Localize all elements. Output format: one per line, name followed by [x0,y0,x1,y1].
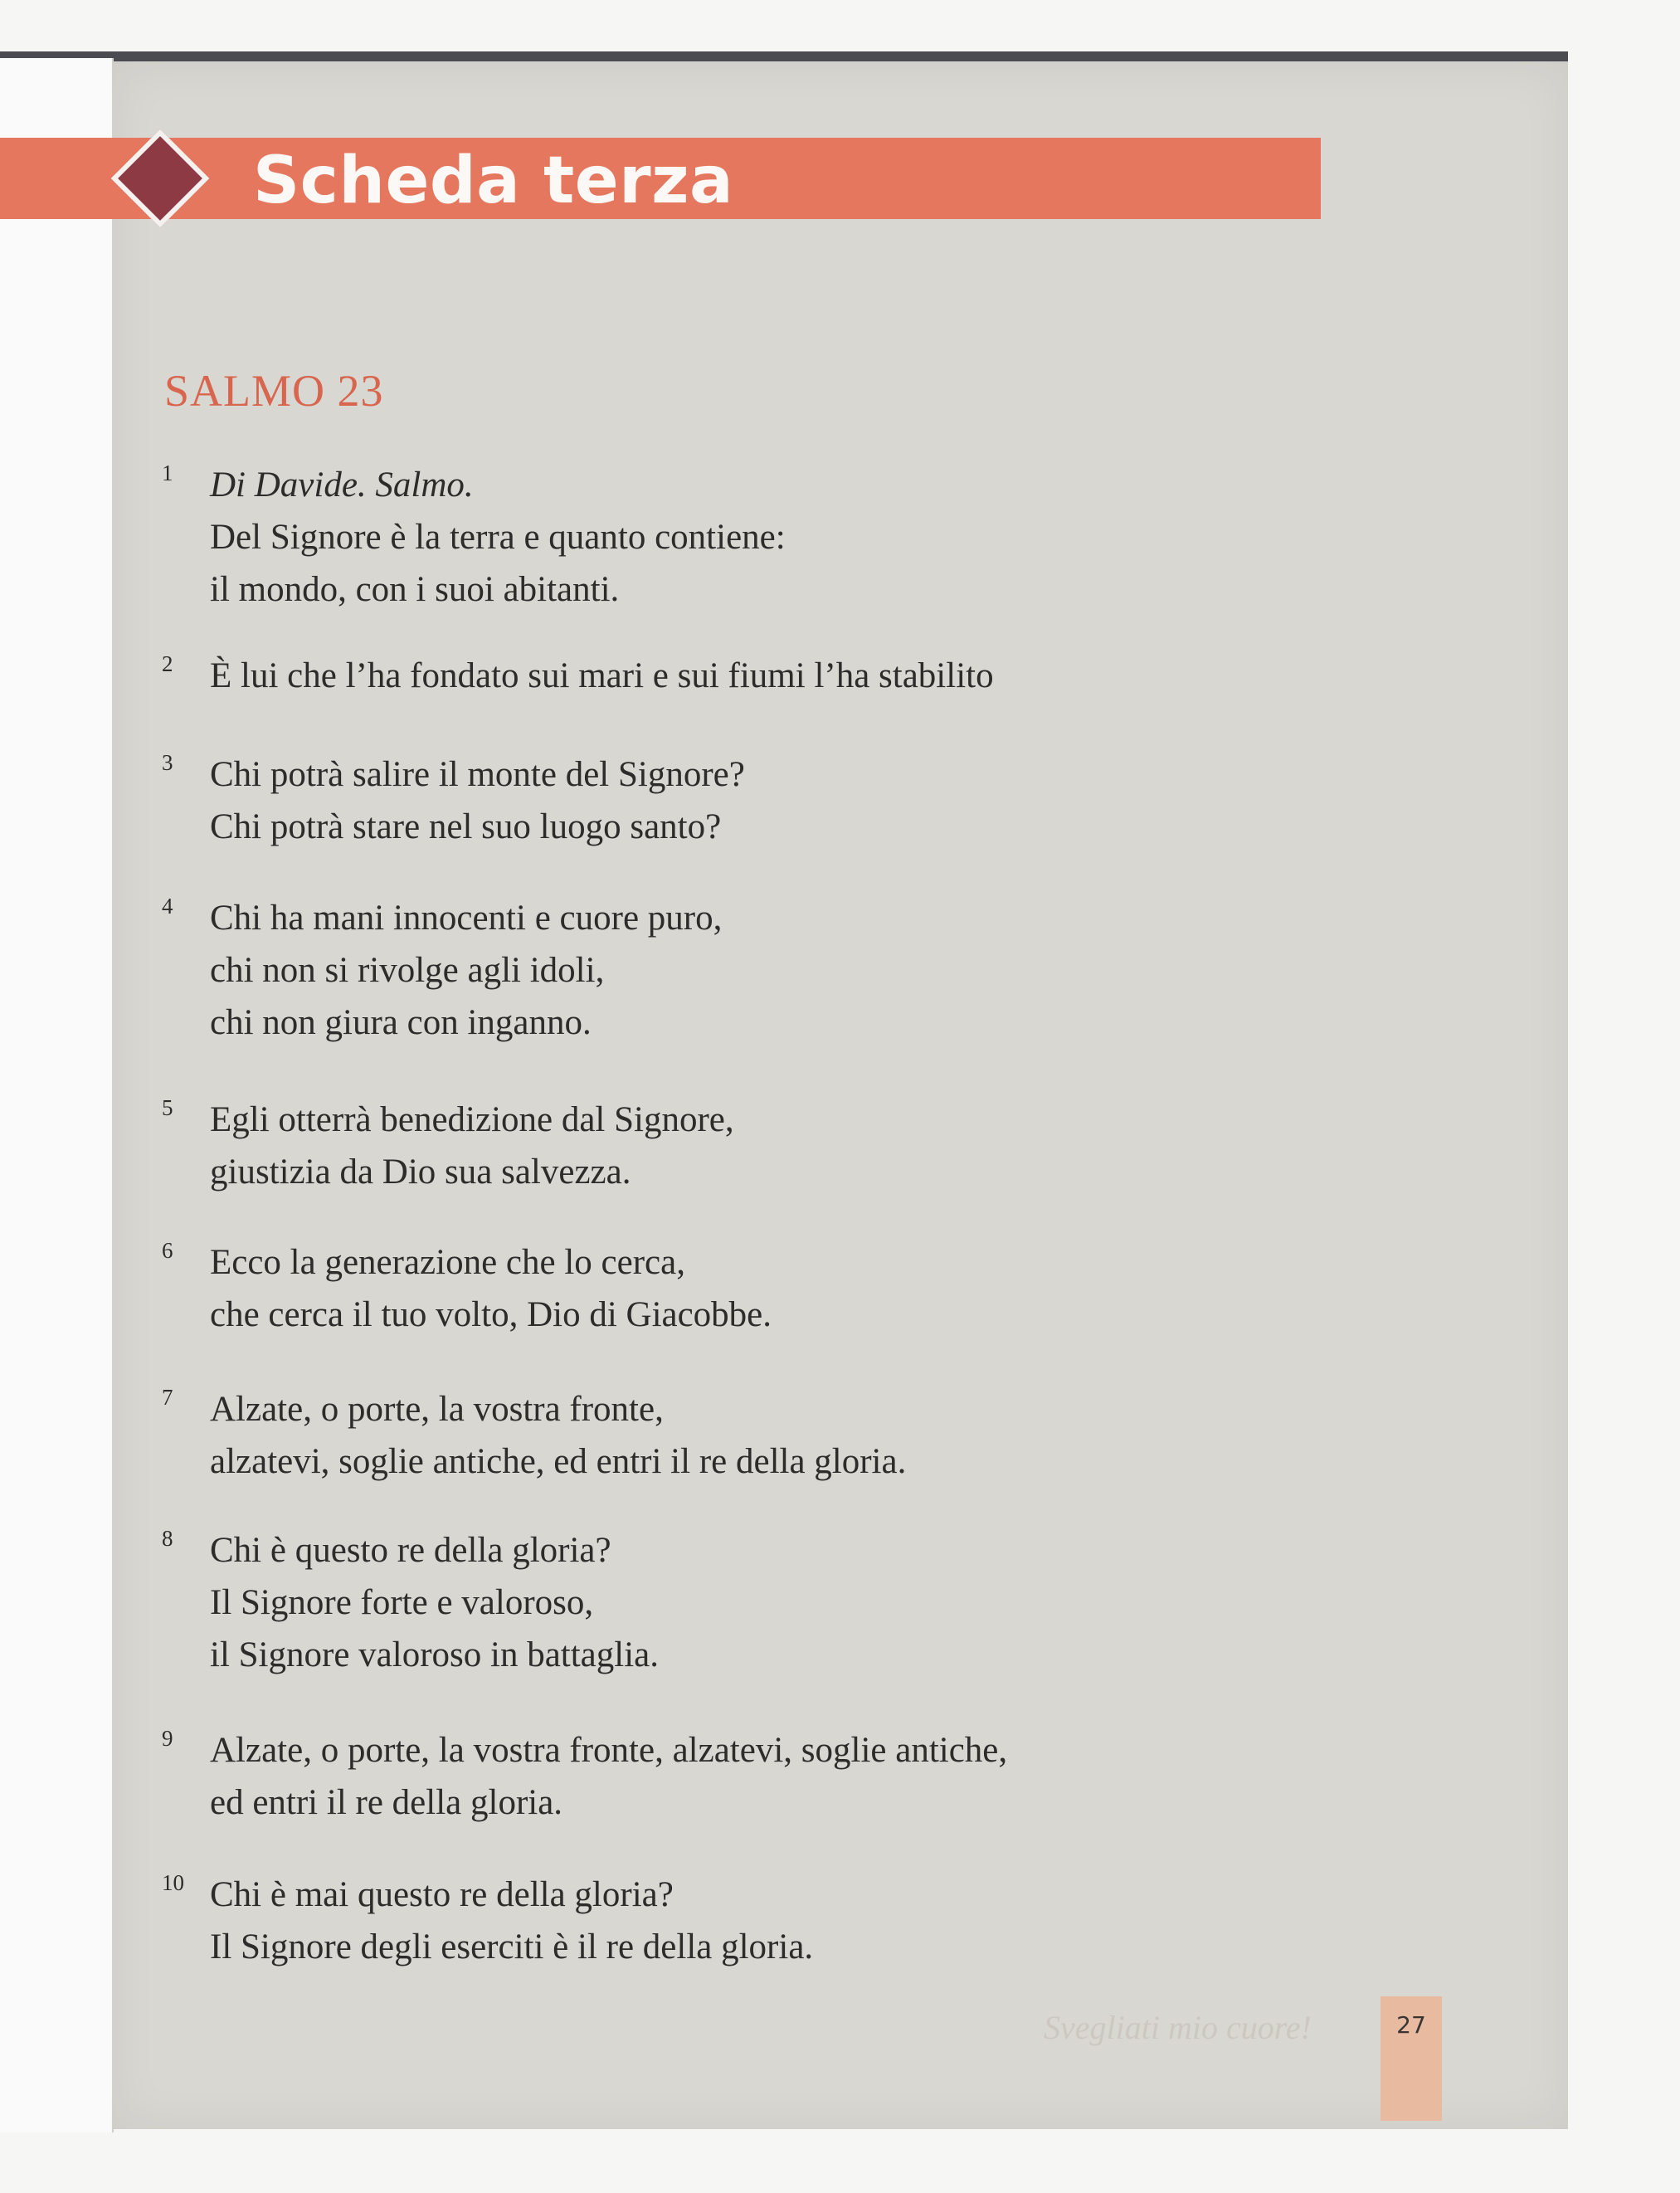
verse-line: alzatevi, soglie antiche, ed entri il re della gloria. [210,1442,907,1481]
verse-line: Chi potrà stare nel suo luogo santo? [210,807,722,846]
verse-line: Del Signore è la terra e quanto contiene: [210,518,786,557]
verse-line: Alzate, o porte, la vostra fronte, alzatevi, soglie antiche, [210,1731,1008,1770]
verse-number: 1 [162,461,173,485]
verse-line: il mondo, con i suoi abitanti. [210,570,620,609]
verse-line: Chi è mai questo re della gloria? [210,1875,674,1914]
verse-number: 4 [162,894,173,919]
verse-number: 7 [162,1385,173,1410]
footer-title: Svegliati mio cuore! [1044,2009,1312,2046]
verse-line: Il Signore degli eserciti è il re della gloria. [210,1927,814,1966]
verse-line: È lui che l’ha fondato sui mari e sui fiumi l’ha stabilito [210,656,994,695]
verse-line: ed entri il re della gloria. [210,1783,563,1822]
verse-line: Chi ha mani innocenti e cuore puro, [210,899,723,938]
verse-line: che cerca il tuo volto, Dio di Giacobbe. [210,1295,772,1334]
verse-line: il Signore valoroso in battaglia. [210,1635,659,1674]
verse-line: Egli otterrà benedizione dal Signore, [210,1100,734,1139]
verse-number: 5 [162,1095,173,1120]
verse-number: 9 [162,1726,173,1751]
verse-line: Ecco la generazione che lo cerca, [210,1243,685,1282]
verse-number: 10 [162,1870,184,1895]
verse-number: 8 [162,1526,173,1551]
left-page-edge [0,58,114,2132]
verse-line: Il Signore forte e valoroso, [210,1583,594,1622]
verse-line: Alzate, o porte, la vostra fronte, [210,1390,664,1429]
section-title: Scheda terza [253,144,734,218]
verse-line: giustizia da Dio sua salvezza. [210,1153,631,1192]
verse-line: chi non si rivolge agli idoli, [210,951,605,990]
verse-line: Di Davide. Salmo. [210,465,474,504]
verse-line: Chi potrà salire il monte del Signore? [210,755,745,794]
verse-line: Chi è questo re della gloria? [210,1531,611,1570]
psalm-title: SALMO 23 [164,366,384,416]
verse-number: 6 [162,1238,173,1263]
verse-number: 2 [162,651,173,676]
verse-line: chi non giura con inganno. [210,1003,592,1042]
page-number: 27 [1396,2011,1426,2039]
verse-number: 3 [162,750,173,775]
book-top-edge [0,51,1568,61]
